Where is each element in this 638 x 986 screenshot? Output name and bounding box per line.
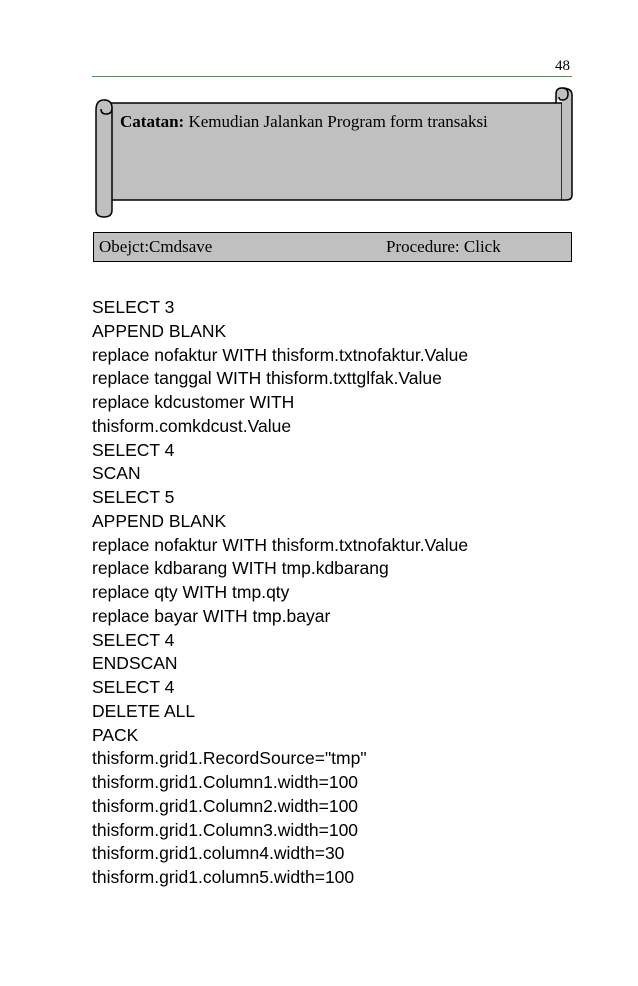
code-line: replace kdbarang WITH tmp.kdbarang: [92, 558, 389, 579]
code-line: thisform.grid1.column5.width=100: [92, 867, 355, 887]
code-line: SELECT 4: [92, 677, 175, 697]
code-line: APPEND BLANK: [92, 510, 227, 531]
code-line: thisform.grid1.column4.width=30: [92, 843, 345, 864]
code-line: thisform.grid1.Column2.width=100: [92, 795, 359, 816]
code-line: replace nofaktur WITH thisform.txtnofaktur.Value: [92, 344, 469, 365]
code-line: APPEND BLANK: [92, 320, 227, 341]
code-line: SELECT 3: [92, 297, 175, 317]
page-number: 48: [555, 58, 570, 74]
note-content: Kemudian Jalankan Program form transaksi: [188, 112, 488, 131]
procedure-label: Procedure: Click: [386, 237, 501, 256]
code-block: [92, 296, 468, 890]
code-line: replace tanggal WITH thisform.txttglfak.Value: [92, 368, 442, 389]
code-line: replace qty WITH tmp.qty: [92, 582, 290, 602]
object-label: Obejct:Cmdsave: [99, 237, 213, 256]
code-line: thisform.comkdcust.Value: [92, 415, 292, 436]
code-line: thisform.grid1.RecordSource="tmp": [92, 748, 367, 769]
code-line: SELECT 4: [92, 439, 175, 460]
code-line: thisform.grid1.Column3.width=100: [92, 819, 359, 840]
note-label: Catatan:: [120, 112, 185, 131]
code-line: SELECT 4: [92, 629, 175, 650]
code-line: ENDSCAN: [92, 653, 178, 674]
code-line: replace nofaktur WITH thisform.txtnofaktur.Value: [92, 534, 469, 555]
code-line: replace bayar WITH tmp.bayar: [92, 605, 331, 626]
code-line: SELECT 5: [92, 487, 175, 507]
code-line: DELETE ALL: [92, 700, 196, 721]
code-line: SCAN: [92, 463, 141, 484]
code-line: PACK: [92, 724, 139, 745]
code-line: replace kdcustomer WITH: [92, 392, 295, 412]
code-line: thisform.grid1.Column1.width=100: [92, 772, 359, 792]
object-procedure-bar: [93, 232, 572, 262]
note-text: [120, 112, 488, 132]
